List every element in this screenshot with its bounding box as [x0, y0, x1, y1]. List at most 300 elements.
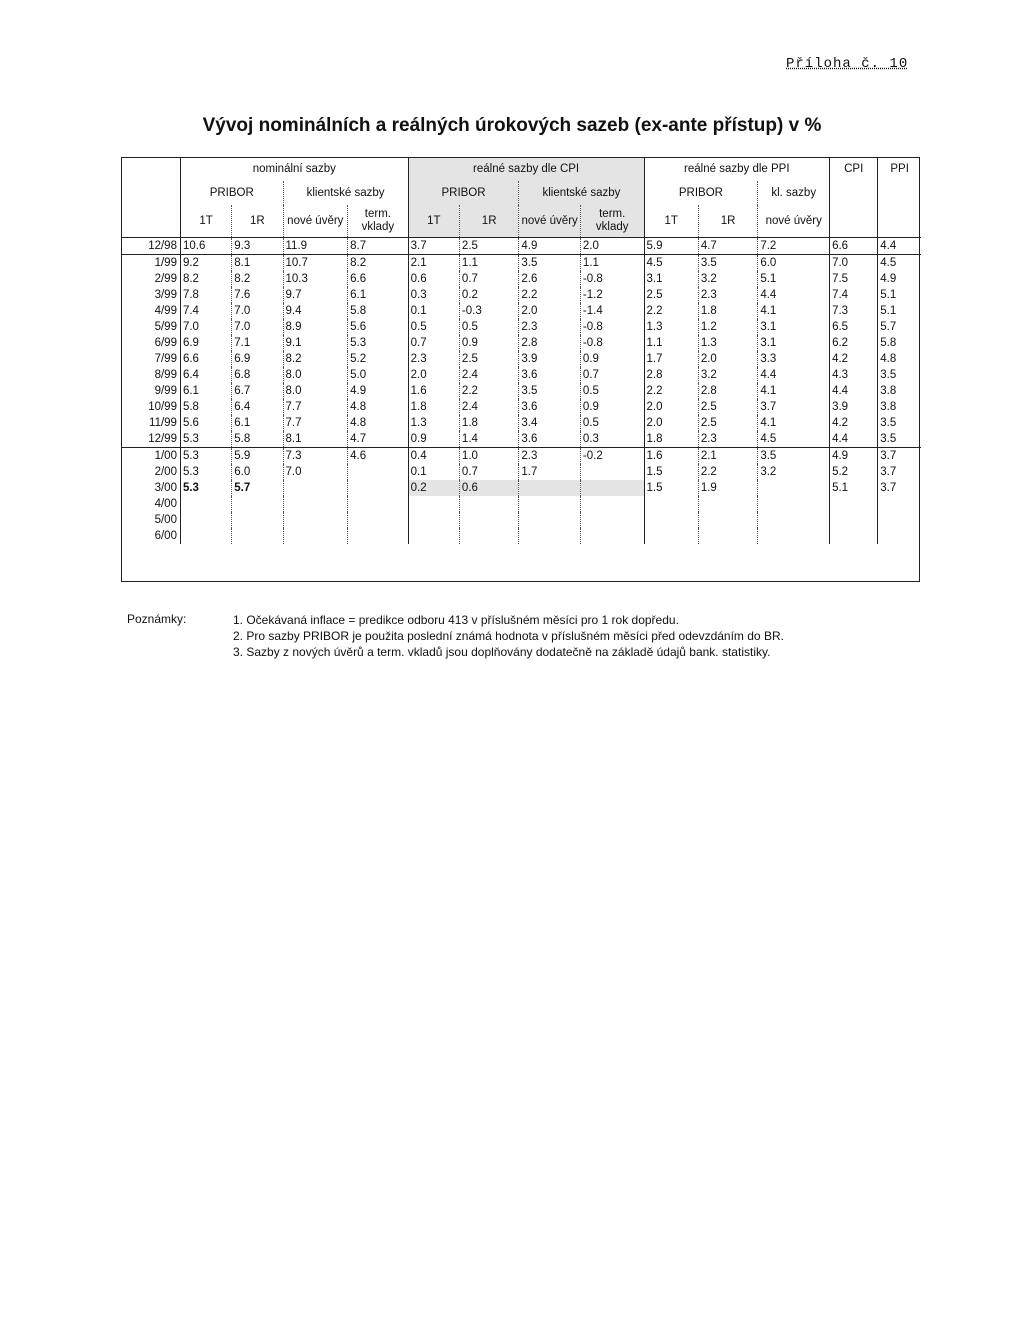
table-cell: 6.4: [180, 367, 231, 383]
table-cell: -0.3: [459, 303, 518, 319]
group-ppi: PPI: [878, 157, 921, 181]
table-cell: [232, 496, 283, 512]
notes-list: [233, 612, 784, 660]
table-cell: 2.0: [580, 238, 644, 255]
attachment-label: Příloha č. 10: [786, 56, 909, 72]
table-cell: 0.7: [580, 367, 644, 383]
subgroup-pribor-cpi: PRIBOR: [408, 181, 519, 205]
table-row: [121, 238, 921, 255]
table-row: [121, 351, 921, 367]
row-period: 2/00: [154, 466, 177, 478]
table-cell: 0.1: [408, 464, 459, 480]
table-cell: 3.8: [878, 399, 921, 415]
row-period: 6/00: [154, 530, 177, 542]
table-cell: 0.9: [408, 431, 459, 448]
header-row-subgroups: [121, 181, 921, 205]
table-cell: [698, 528, 757, 544]
table-cell: 5.1: [878, 303, 921, 319]
table-cell: 4.7: [348, 431, 409, 448]
row-period: 5/99: [154, 321, 177, 333]
corner-cell: [121, 181, 180, 205]
col-1t: 1T: [180, 205, 231, 238]
table-cell: 2.5: [698, 399, 757, 415]
rates-table: [121, 157, 921, 544]
table-cell: 4.9: [878, 271, 921, 287]
table-cell: 7.5: [830, 271, 878, 287]
note-item: 1. Očekávaná inflace = predikce odboru 413 v příslušném měsíci pro 1 rok dopředu.: [233, 613, 679, 627]
row-period: 10/99: [148, 401, 177, 413]
table-cell: 3.5: [878, 367, 921, 383]
group-cpi: CPI: [830, 157, 878, 181]
table-cell: 5.1: [878, 287, 921, 303]
table-cell: 0.2: [408, 480, 459, 496]
table-row: [121, 383, 921, 399]
table-cell: 0.1: [408, 303, 459, 319]
table-cell: -0.2: [580, 448, 644, 465]
table-cell: 5.9: [232, 448, 283, 465]
row-period: 11/99: [149, 417, 177, 429]
table-cell: 3.6: [519, 399, 581, 415]
col-1r: 1R: [232, 205, 283, 238]
table-cell: 3.1: [758, 319, 830, 335]
table-cell: 2.4: [459, 367, 518, 383]
table-cell: 8.1: [232, 255, 283, 272]
table-cell: 1.5: [644, 464, 698, 480]
table-cell: [408, 496, 459, 512]
table-cell: 3.6: [519, 431, 581, 448]
table-cell: [232, 512, 283, 528]
table-cell: [830, 528, 878, 544]
col-1r-cpi: 1R: [459, 205, 518, 238]
table-cell: 0.9: [580, 399, 644, 415]
table-cell: [644, 528, 698, 544]
table-cell: 3.2: [758, 464, 830, 480]
table-cell: 2.2: [644, 303, 698, 319]
table-cell: 5.8: [348, 303, 409, 319]
table-cell: [644, 512, 698, 528]
table-cell: 2.0: [519, 303, 581, 319]
table-cell: 6.7: [232, 383, 283, 399]
table-cell: 9.1: [283, 335, 348, 351]
table-cell: 4.4: [830, 383, 878, 399]
table-cell: 0.5: [408, 319, 459, 335]
table-cell: 5.9: [644, 238, 698, 255]
table-cell: -0.8: [580, 335, 644, 351]
table-cell: [459, 528, 518, 544]
table-cell: 7.0: [232, 303, 283, 319]
table-cell: [644, 496, 698, 512]
table-cell: 3.5: [698, 255, 757, 272]
row-period: 3/00: [154, 482, 177, 494]
table-cell: 4.5: [644, 255, 698, 272]
table-cell: 6.9: [232, 351, 283, 367]
table-cell: 4.4: [758, 287, 830, 303]
table-cell: 1.9: [698, 480, 757, 496]
col-term-deposits: term. vklady: [348, 205, 409, 238]
table-cell: 1.8: [459, 415, 518, 431]
table-cell: 2.5: [459, 238, 518, 255]
table-row: [121, 319, 921, 335]
table-cell: 6.2: [830, 335, 878, 351]
table-cell: 0.5: [580, 383, 644, 399]
table-cell: [283, 496, 348, 512]
table-cell: 1.3: [644, 319, 698, 335]
table-cell: 0.3: [408, 287, 459, 303]
table-cell: 3.5: [878, 415, 921, 431]
table-cell: 1.8: [644, 431, 698, 448]
table-cell: 6.5: [830, 319, 878, 335]
table-cell: 2.1: [698, 448, 757, 465]
table-cell: 3.2: [698, 271, 757, 287]
table-cell: 3.7: [408, 238, 459, 255]
row-period: 2/99: [154, 273, 177, 285]
table-cell: 8.0: [283, 367, 348, 383]
table-cell: 3.3: [758, 351, 830, 367]
table-row: [121, 303, 921, 319]
table-cell: 4.2: [830, 415, 878, 431]
table-cell: 2.0: [644, 415, 698, 431]
table-cell: [580, 528, 644, 544]
table-cell: 4.4: [758, 367, 830, 383]
table-cell: 5.3: [180, 464, 231, 480]
row-period: 9/99: [154, 385, 177, 397]
table-cell: 6.6: [348, 271, 409, 287]
table-cell: 1.1: [644, 335, 698, 351]
table-cell: 9.3: [232, 238, 283, 255]
table-cell: [580, 480, 644, 496]
table-cell: 3.5: [758, 448, 830, 465]
table-cell: 6.6: [830, 238, 878, 255]
table-cell: 0.7: [459, 464, 518, 480]
col-term-deposits-cpi: term. vklady: [580, 205, 644, 238]
table-cell: 5.8: [180, 399, 231, 415]
table-cell: 1.2: [698, 319, 757, 335]
row-period: 5/00: [154, 514, 177, 526]
table-cell: 0.6: [459, 480, 518, 496]
table-cell: 1.0: [459, 448, 518, 465]
subgroup-client-rates-ppi: kl. sazby: [758, 181, 830, 205]
table-cell: 3.1: [644, 271, 698, 287]
table-cell: 2.8: [698, 383, 757, 399]
table-cell: [519, 528, 581, 544]
table-row: [121, 335, 921, 351]
table-cell: 2.2: [698, 464, 757, 480]
table-cell: [459, 496, 518, 512]
table-cell: 6.1: [232, 415, 283, 431]
table-cell: 7.4: [180, 303, 231, 319]
table-cell: 9.7: [283, 287, 348, 303]
table-cell: 0.5: [459, 319, 518, 335]
table-cell: [698, 512, 757, 528]
table-cell: 1.8: [408, 399, 459, 415]
notes-label: Poznámky:: [127, 612, 187, 626]
table-cell: 2.8: [519, 335, 581, 351]
table-row: [121, 464, 921, 480]
table-cell: -1.2: [580, 287, 644, 303]
table-cell: 2.2: [459, 383, 518, 399]
table-cell: 4.1: [758, 303, 830, 319]
table-cell: [580, 496, 644, 512]
table-cell: 2.0: [408, 367, 459, 383]
table-cell: 3.5: [519, 255, 581, 272]
table-cell: 2.6: [519, 271, 581, 287]
table-cell: 9.2: [180, 255, 231, 272]
row-period: 7/99: [154, 353, 177, 365]
table-cell: 7.6: [232, 287, 283, 303]
row-period: 1/00: [154, 450, 177, 462]
table-cell: 1.1: [459, 255, 518, 272]
corner-cell: [121, 205, 180, 238]
table-cell: 1.3: [408, 415, 459, 431]
table-cell: 7.7: [283, 415, 348, 431]
table-cell: 7.1: [232, 335, 283, 351]
col-new-loans: nové úvěry: [283, 205, 348, 238]
table-cell: 7.3: [283, 448, 348, 465]
col-new-loans-ppi: nové úvěry: [758, 205, 830, 238]
table-cell: 2.1: [408, 255, 459, 272]
table-cell: 7.2: [758, 238, 830, 255]
table-cell: [758, 496, 830, 512]
table-cell: [758, 528, 830, 544]
table-cell: 3.5: [878, 431, 921, 448]
table-cell: 1.8: [698, 303, 757, 319]
empty-cell: [878, 181, 921, 205]
table-cell: [408, 512, 459, 528]
table-cell: [580, 464, 644, 480]
table-cell: [348, 496, 409, 512]
table-cell: 9.4: [283, 303, 348, 319]
group-real-cpi: reálné sazby dle CPI: [408, 157, 644, 181]
subgroup-pribor-ppi: PRIBOR: [644, 181, 758, 205]
table-cell: 5.6: [348, 319, 409, 335]
table-cell: [758, 480, 830, 496]
row-period: 8/99: [154, 369, 177, 381]
table-cell: 5.3: [180, 431, 231, 448]
table-cell: [878, 528, 921, 544]
table-cell: 2.5: [459, 351, 518, 367]
table-cell: 0.9: [580, 351, 644, 367]
table-row: [121, 512, 921, 528]
note-item: 3. Sazby z nových úvěrů a term. vkladů jsou doplňovány dodatečně na základě údajů bank. statistiky.: [233, 645, 771, 659]
table-cell: [348, 480, 409, 496]
table-cell: 2.3: [698, 431, 757, 448]
table-cell: 5.0: [348, 367, 409, 383]
table-cell: 1.7: [519, 464, 581, 480]
table-row: [121, 448, 921, 465]
table-row: [121, 367, 921, 383]
table-cell: 7.3: [830, 303, 878, 319]
row-period: 4/00: [154, 498, 177, 510]
table-cell: 8.2: [180, 271, 231, 287]
table-cell: 2.3: [519, 448, 581, 465]
table-cell: [180, 512, 231, 528]
table-cell: 4.1: [758, 415, 830, 431]
table-cell: 3.2: [698, 367, 757, 383]
table-cell: 6.0: [232, 464, 283, 480]
header-row-columns: [121, 205, 921, 238]
table-cell: 3.8: [878, 383, 921, 399]
table-cell: 8.0: [283, 383, 348, 399]
table-cell: 8.1: [283, 431, 348, 448]
table-cell: [283, 480, 348, 496]
table-cell: 2.4: [459, 399, 518, 415]
row-period: 1/99: [154, 257, 177, 269]
table-cell: 3.5: [519, 383, 581, 399]
table-cell: 4.3: [830, 367, 878, 383]
table-cell: 1.1: [580, 255, 644, 272]
row-period: 12/99: [148, 433, 177, 445]
table-cell: 7.4: [830, 287, 878, 303]
table-cell: 4.4: [830, 431, 878, 448]
table-cell: 3.9: [519, 351, 581, 367]
table-cell: [698, 496, 757, 512]
table-cell: 6.1: [180, 383, 231, 399]
table-cell: 2.2: [644, 383, 698, 399]
table-cell: [519, 496, 581, 512]
table-cell: 4.8: [878, 351, 921, 367]
table-cell: 4.7: [698, 238, 757, 255]
table-cell: 1.3: [698, 335, 757, 351]
col-1t-ppi: 1T: [644, 205, 698, 238]
table-row: [121, 399, 921, 415]
table-cell: 1.6: [644, 448, 698, 465]
table-cell: [348, 528, 409, 544]
table-cell: 3.7: [878, 464, 921, 480]
table-cell: 6.1: [348, 287, 409, 303]
table-row: [121, 255, 921, 272]
group-real-ppi: reálné sazby dle PPI: [644, 157, 830, 181]
empty-cell: [830, 205, 878, 238]
table-cell: 4.8: [348, 399, 409, 415]
table-cell: 2.3: [408, 351, 459, 367]
table-cell: 6.8: [232, 367, 283, 383]
table-cell: 7.7: [283, 399, 348, 415]
table-cell: 8.2: [232, 271, 283, 287]
table-cell: 1.5: [644, 480, 698, 496]
subgroup-client-rates-cpi: klientské sazby: [519, 181, 644, 205]
table-cell: 0.7: [459, 271, 518, 287]
table-cell: 3.6: [519, 367, 581, 383]
page-title: Vývoj nominálních a reálných úrokových sazeb (ex-ante přístup) v %: [202, 115, 822, 136]
table-cell: 6.4: [232, 399, 283, 415]
table-cell: 2.2: [519, 287, 581, 303]
table-cell: 0.6: [408, 271, 459, 287]
subgroup-pribor: PRIBOR: [180, 181, 283, 205]
table-cell: 2.0: [644, 399, 698, 415]
table-row: [121, 431, 921, 448]
table-cell: 7.0: [830, 255, 878, 272]
table-cell: -1.4: [580, 303, 644, 319]
table-cell: 5.7: [232, 480, 283, 496]
table-cell: 5.3: [348, 335, 409, 351]
table-cell: [283, 512, 348, 528]
table-cell: [180, 496, 231, 512]
row-period: 4/99: [154, 305, 177, 317]
table-cell: 0.5: [580, 415, 644, 431]
table-cell: 0.4: [408, 448, 459, 465]
table-cell: 2.8: [644, 367, 698, 383]
table-body: [121, 157, 921, 544]
table-cell: 1.4: [459, 431, 518, 448]
table-cell: [878, 496, 921, 512]
table-cell: [232, 528, 283, 544]
table-cell: 2.5: [644, 287, 698, 303]
table-cell: 7.0: [180, 319, 231, 335]
table-row: [121, 287, 921, 303]
table-cell: 8.2: [283, 351, 348, 367]
table-cell: 4.1: [758, 383, 830, 399]
table-cell: [830, 512, 878, 528]
table-cell: 0.2: [459, 287, 518, 303]
table-cell: 3.7: [758, 399, 830, 415]
group-nominal: nominální sazby: [180, 157, 408, 181]
table-cell: 6.6: [180, 351, 231, 367]
table-cell: 8.9: [283, 319, 348, 335]
table-cell: 4.5: [758, 431, 830, 448]
table-cell: 4.9: [519, 238, 581, 255]
table-cell: [180, 528, 231, 544]
table-cell: [459, 512, 518, 528]
corner-cell: [121, 157, 180, 181]
table-cell: [878, 512, 921, 528]
table-row: [121, 480, 921, 496]
table-cell: 10.3: [283, 271, 348, 287]
table-cell: 5.8: [878, 335, 921, 351]
table-cell: 4.9: [348, 383, 409, 399]
table-cell: 5.1: [830, 480, 878, 496]
table-cell: [519, 512, 581, 528]
row-period: 3/99: [154, 289, 177, 301]
table-cell: -0.8: [580, 319, 644, 335]
table-cell: 4.2: [830, 351, 878, 367]
table-cell: [519, 480, 581, 496]
table-cell: 7.0: [283, 464, 348, 480]
table-cell: 8.2: [348, 255, 409, 272]
row-period: 6/99: [154, 337, 177, 349]
table-cell: 4.9: [830, 448, 878, 465]
table-cell: 10.7: [283, 255, 348, 272]
table-cell: 7.8: [180, 287, 231, 303]
table-cell: 5.1: [758, 271, 830, 287]
table-cell: 3.7: [878, 448, 921, 465]
empty-cell: [830, 181, 878, 205]
table-cell: [348, 464, 409, 480]
table-cell: [830, 496, 878, 512]
table-cell: 0.9: [459, 335, 518, 351]
table-row: [121, 496, 921, 512]
table-cell: 7.0: [232, 319, 283, 335]
table-cell: [758, 512, 830, 528]
table-cell: 5.2: [830, 464, 878, 480]
subgroup-client-rates: klientské sazby: [283, 181, 408, 205]
table-cell: 5.6: [180, 415, 231, 431]
table-cell: 2.0: [698, 351, 757, 367]
table-cell: [283, 528, 348, 544]
table-cell: 5.7: [878, 319, 921, 335]
table-cell: 11.9: [283, 238, 348, 255]
table-cell: 4.8: [348, 415, 409, 431]
table-cell: 4.5: [878, 255, 921, 272]
table-cell: 5.8: [232, 431, 283, 448]
note-item: 2. Pro sazby PRIBOR je použita poslední známá hodnota v příslušném měsíci před odevzdáním do BR.: [233, 629, 784, 643]
table-row: [121, 415, 921, 431]
table-cell: -0.8: [580, 271, 644, 287]
row-period: 12/98: [148, 240, 177, 252]
table-cell: 5.2: [348, 351, 409, 367]
table-cell: 2.3: [698, 287, 757, 303]
table-cell: 5.3: [180, 480, 231, 496]
header-row-groups: [121, 157, 921, 181]
